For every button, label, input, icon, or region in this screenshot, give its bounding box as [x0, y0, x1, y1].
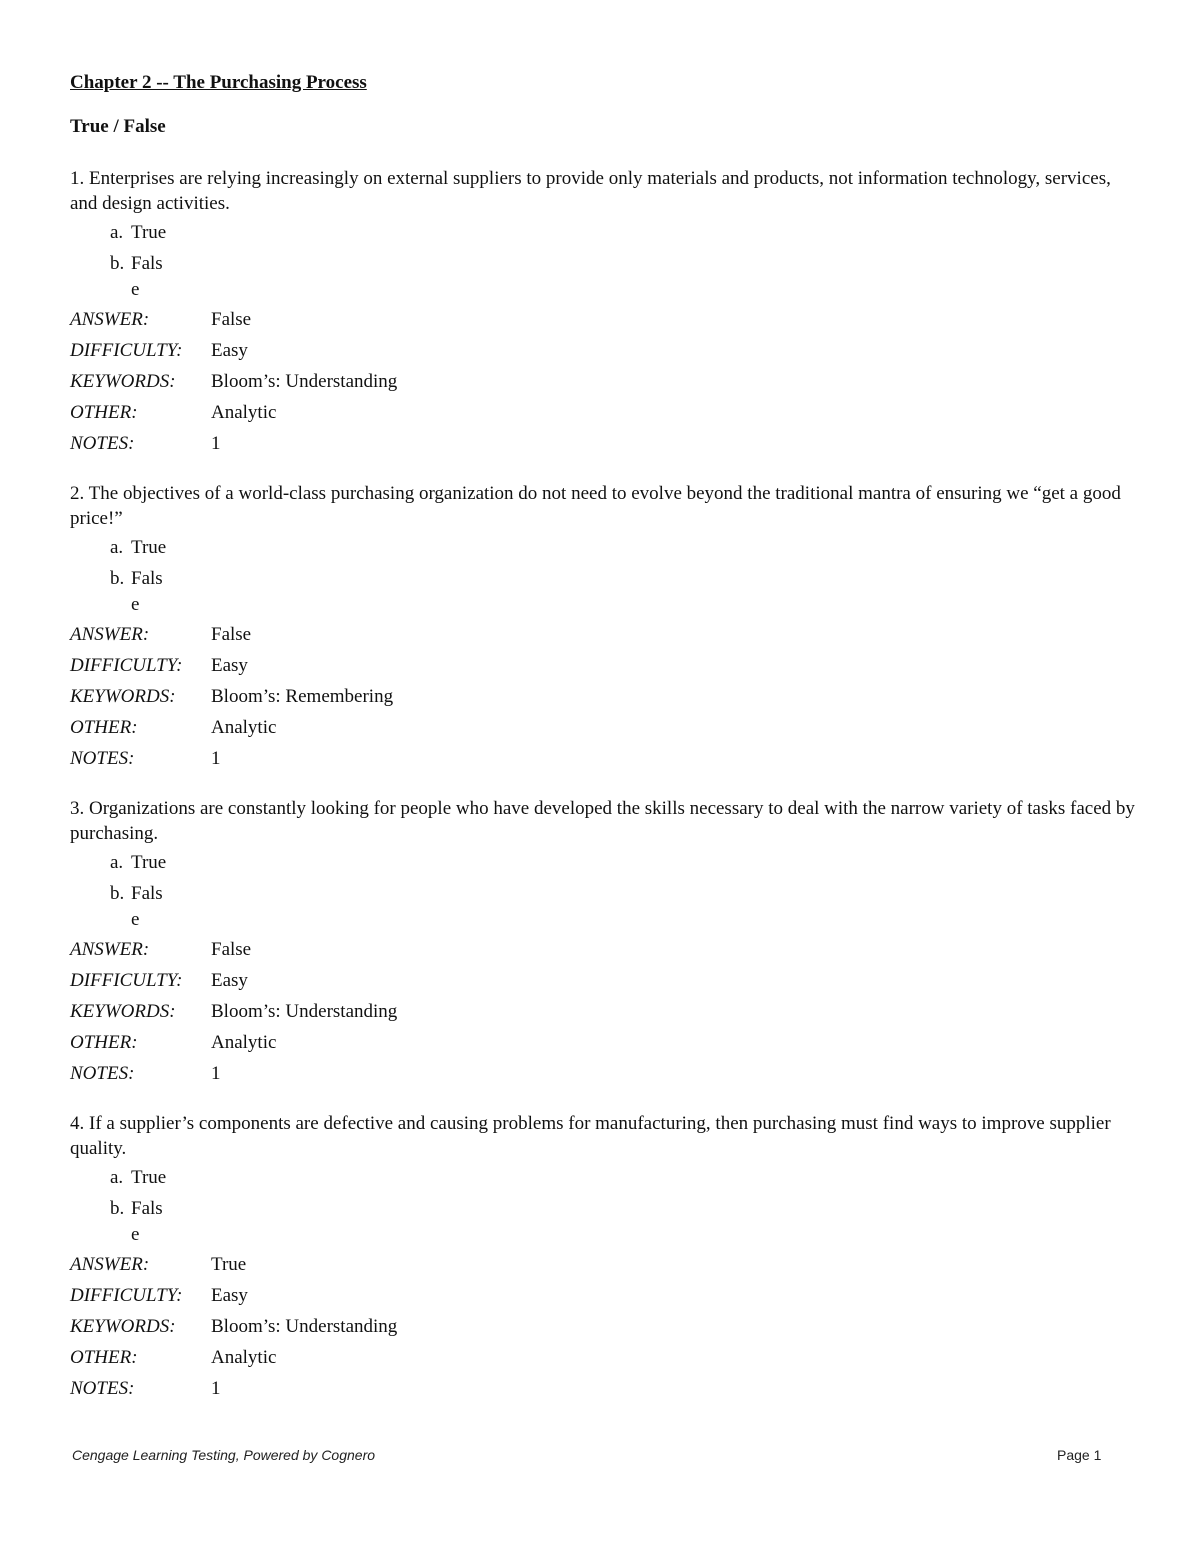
meta-value: Easy: [211, 1285, 248, 1306]
difficulty-row: [70, 1280, 1140, 1311]
section-title: True / False: [70, 116, 166, 137]
option-letter: b.: [110, 883, 125, 904]
question-text: 1. Enterprises are relying increasingly on external suppliers to provide only materials and products, not information technology, services, and design activities.: [70, 168, 1111, 214]
meta-value: 1: [211, 1378, 221, 1399]
meta-key: ANSWER:: [70, 1254, 150, 1275]
meta-key: ANSWER:: [70, 624, 150, 645]
option-label: False: [131, 1198, 163, 1245]
difficulty-row: [70, 650, 1140, 681]
meta-key: OTHER:: [70, 1347, 138, 1368]
option-letter: a.: [110, 537, 124, 558]
meta-value: False: [211, 624, 252, 645]
option-label: True: [131, 852, 167, 873]
notes-row: [70, 743, 1140, 774]
meta-key: NOTES:: [70, 433, 135, 454]
option-label: False: [131, 883, 163, 930]
answer-row: [70, 619, 1140, 650]
option-label: True: [131, 537, 167, 558]
meta-value: True: [211, 1254, 247, 1275]
meta-value: Bloom’s: Understanding: [211, 1001, 398, 1022]
option-letter: a.: [110, 852, 124, 873]
meta-key: NOTES:: [70, 1378, 135, 1399]
meta-key: DIFFICULTY:: [70, 970, 183, 991]
keywords-row: [70, 1311, 1140, 1342]
option-true[interactable]: [70, 531, 1140, 562]
meta-value: Easy: [211, 340, 248, 361]
question-text: 4. If a supplier’s components are defective and causing problems for manufacturing, then purchasing must find ways to improve supplier quality.: [70, 1113, 1111, 1159]
meta-key: ANSWER:: [70, 309, 150, 330]
meta-key: ANSWER:: [70, 939, 150, 960]
keywords-row: [70, 996, 1140, 1027]
keywords-row: [70, 681, 1140, 712]
option-true[interactable]: [70, 216, 1140, 247]
footer-credit: Cengage Learning Testing, Powered by Cognero: [72, 1447, 376, 1463]
meta-key: KEYWORDS:: [70, 1001, 176, 1022]
other-row: [70, 1027, 1140, 1058]
question-text: 2. The objectives of a world-class purchasing organization do not need to evolve beyond the traditional mantra of ensuring we “get a good price!”: [70, 483, 1121, 529]
option-false[interactable]: [70, 877, 1140, 934]
meta-key: OTHER:: [70, 717, 138, 738]
meta-key: DIFFICULTY:: [70, 1285, 183, 1306]
other-row: [70, 397, 1140, 428]
option-false[interactable]: [70, 562, 1140, 619]
option-false[interactable]: [70, 1192, 1140, 1249]
meta-value: Analytic: [211, 717, 277, 738]
option-letter: a.: [110, 1167, 124, 1188]
question-3: [70, 796, 1140, 1089]
meta-key: OTHER:: [70, 1032, 138, 1053]
answer-row: [70, 304, 1140, 335]
meta-value: Analytic: [211, 402, 277, 423]
option-label: True: [131, 222, 167, 243]
notes-row: [70, 1058, 1140, 1089]
option-true[interactable]: [70, 846, 1140, 877]
option-label: True: [131, 1167, 167, 1188]
other-row: [70, 1342, 1140, 1373]
option-letter: b.: [110, 1198, 125, 1219]
difficulty-row: [70, 965, 1140, 996]
meta-value: False: [211, 309, 252, 330]
option-true[interactable]: [70, 1161, 1140, 1192]
meta-key: DIFFICULTY:: [70, 340, 183, 361]
meta-value: 1: [211, 748, 221, 769]
meta-value: 1: [211, 433, 221, 454]
meta-value: Bloom’s: Understanding: [211, 371, 398, 392]
meta-value: Analytic: [211, 1032, 277, 1053]
answer-row: [70, 934, 1140, 965]
option-false[interactable]: [70, 247, 1140, 304]
keywords-row: [70, 366, 1140, 397]
meta-value: Bloom’s: Remembering: [211, 686, 394, 707]
question-4: [70, 1111, 1140, 1404]
meta-key: DIFFICULTY:: [70, 655, 183, 676]
question-2: [70, 481, 1140, 774]
question-1: [70, 166, 1140, 459]
chapter-title: Chapter 2 -- The Purchasing Process: [70, 72, 367, 93]
page-number: Page 1: [1057, 1447, 1102, 1463]
option-letter: a.: [110, 222, 124, 243]
meta-value: 1: [211, 1063, 221, 1084]
option-label: False: [131, 253, 163, 300]
meta-value: Easy: [211, 970, 248, 991]
meta-value: False: [211, 939, 252, 960]
meta-value: Analytic: [211, 1347, 277, 1368]
notes-row: [70, 428, 1140, 459]
meta-key: NOTES:: [70, 748, 135, 769]
meta-key: KEYWORDS:: [70, 371, 176, 392]
option-letter: b.: [110, 253, 125, 274]
question-text: 3. Organizations are constantly looking for people who have developed the skills necessary to deal with the narrow variety of tasks faced by purchasing.: [70, 798, 1135, 844]
meta-key: NOTES:: [70, 1063, 135, 1084]
option-letter: b.: [110, 568, 125, 589]
option-label: False: [131, 568, 163, 615]
meta-key: KEYWORDS:: [70, 686, 176, 707]
notes-row: [70, 1373, 1140, 1404]
meta-value: Easy: [211, 655, 248, 676]
meta-key: OTHER:: [70, 402, 138, 423]
meta-key: KEYWORDS:: [70, 1316, 176, 1337]
other-row: [70, 712, 1140, 743]
answer-row: [70, 1249, 1140, 1280]
difficulty-row: [70, 335, 1140, 366]
meta-value: Bloom’s: Understanding: [211, 1316, 398, 1337]
